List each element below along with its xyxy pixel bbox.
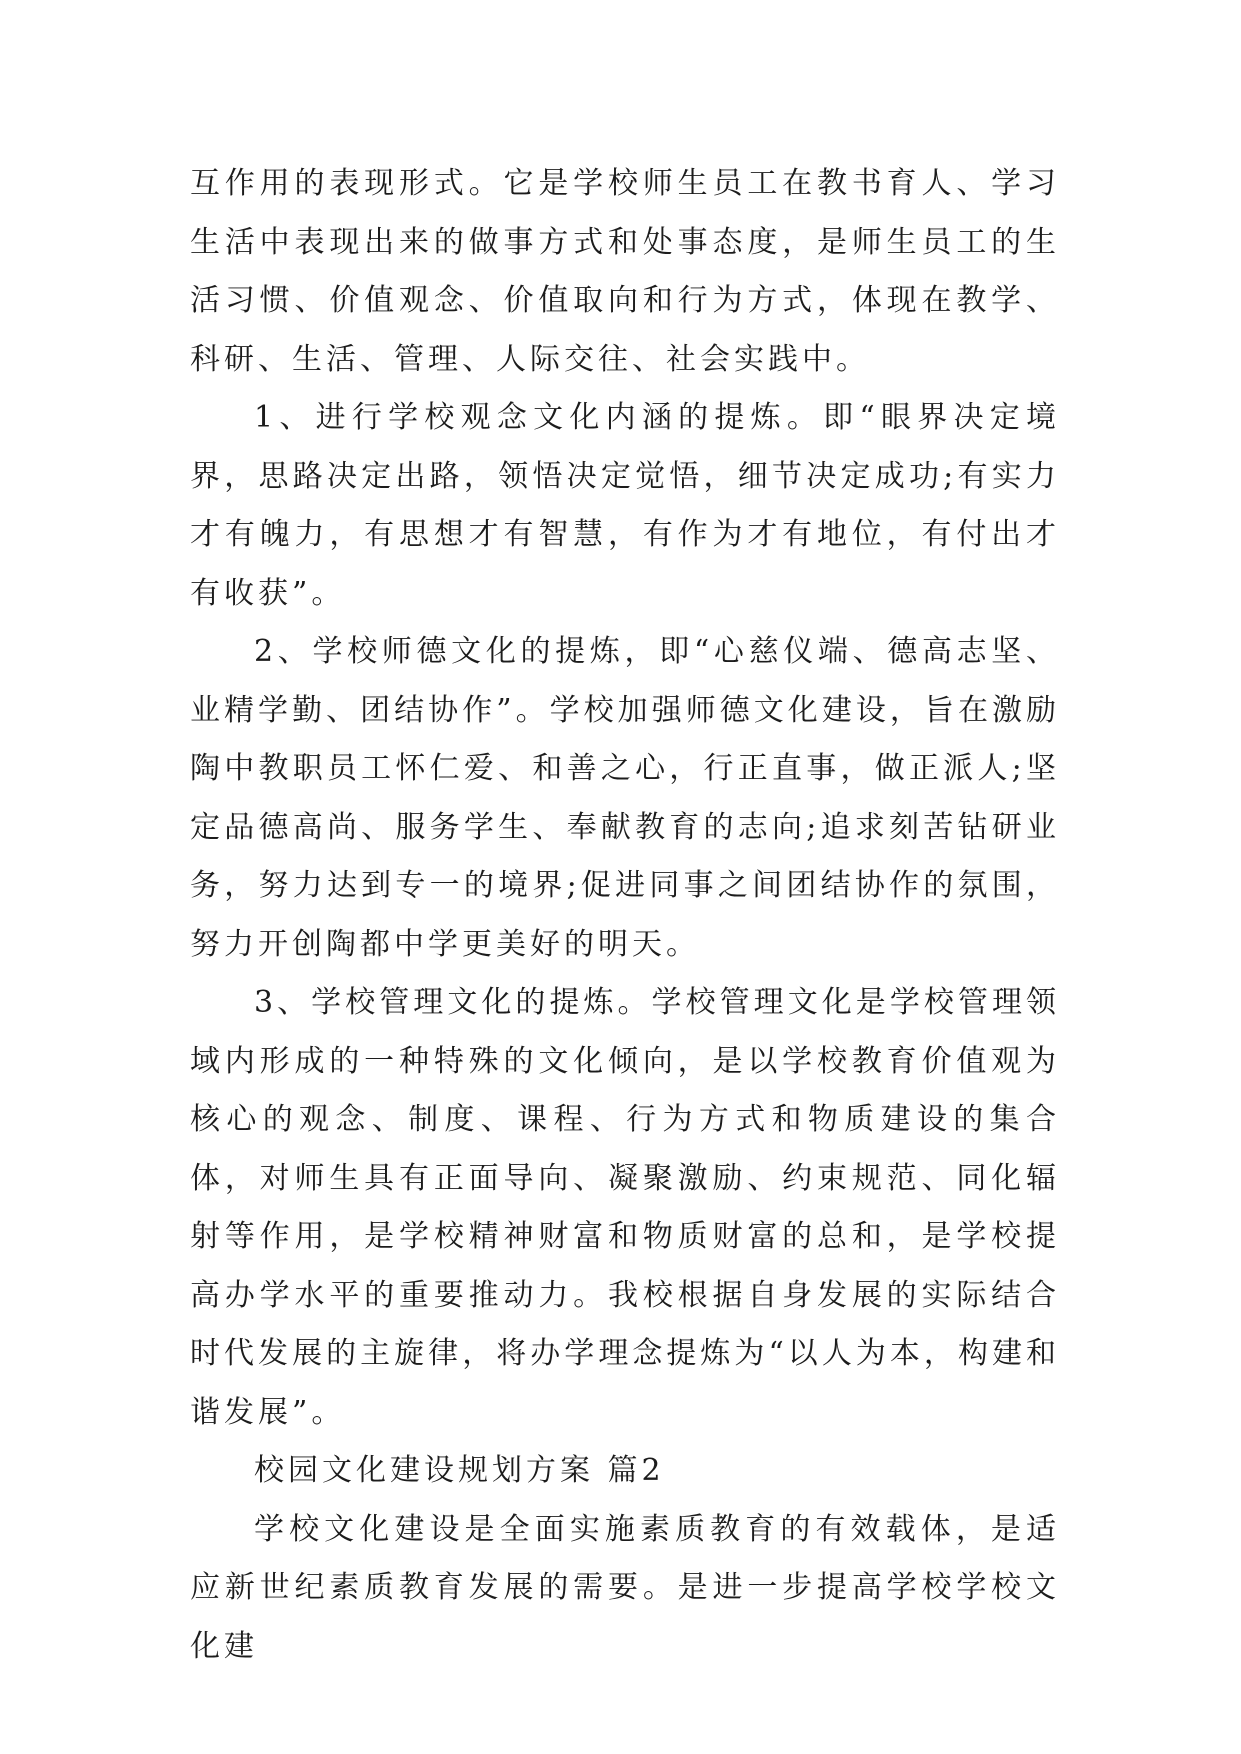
paragraph-section-intro: 学校文化建设是全面实施素质教育的有效载体，是适应新世纪素质教育发展的需要。是进一步提高学校学校文化建 xyxy=(190,1511,1060,1664)
paragraph-item-3-management-culture: 3、学校管理文化的提炼。学校管理文化是学校管理领域内形成的一种特殊的文化倾向，是以学校教育价值观为核心的观念、制度、课程、行为方式和物质建设的集合体，对师生具有正面导向、凝聚激励、约束规范、同化辐射等作用，是学校精神财富和物质财富的总和，是学校提高办学水平的重要推动力。我校根据自身发展的实际结合时代发展的主旋律，将办学理念提炼为“以人为本，构建和谐发展”。 xyxy=(190,985,1060,1430)
document-body xyxy=(190,155,1060,1676)
paragraph-continuation: 互作用的表现形式。它是学校师生员工在教书育人、学习生活中表现出来的做事方式和处事态度，是师生员工的生活习惯、价值观念、价值取向和行为方式，体现在教学、科研、生活、管理、人际交往、社会实践中。 xyxy=(190,166,1060,377)
paragraph-item-1-concept-culture: 1、进行学校观念文化内涵的提炼。即“眼界决定境界，思路决定出路，领悟决定觉悟，细节决定成功;有实力才有魄力，有思想才有智慧，有作为才有地位，有付出才有收获”。 xyxy=(190,400,1060,611)
paragraph-item-2-teacher-ethics-culture: 2、学校师德文化的提炼，即“心慈仪端、德高志坚、业精学勤、团结协作”。学校加强师德文化建设，旨在激励陶中教职员工怀仁爱、和善之心，行正直事，做正派人;坚定品德高尚、服务学生、奉献教育的志向;追求刻苦钻研业务，努力达到专一的境界;促进同事之间团结协作的氛围，努力开创陶都中学更美好的明天。 xyxy=(190,634,1060,962)
section-heading: 校园文化建设规划方案 篇2 xyxy=(254,1453,665,1488)
